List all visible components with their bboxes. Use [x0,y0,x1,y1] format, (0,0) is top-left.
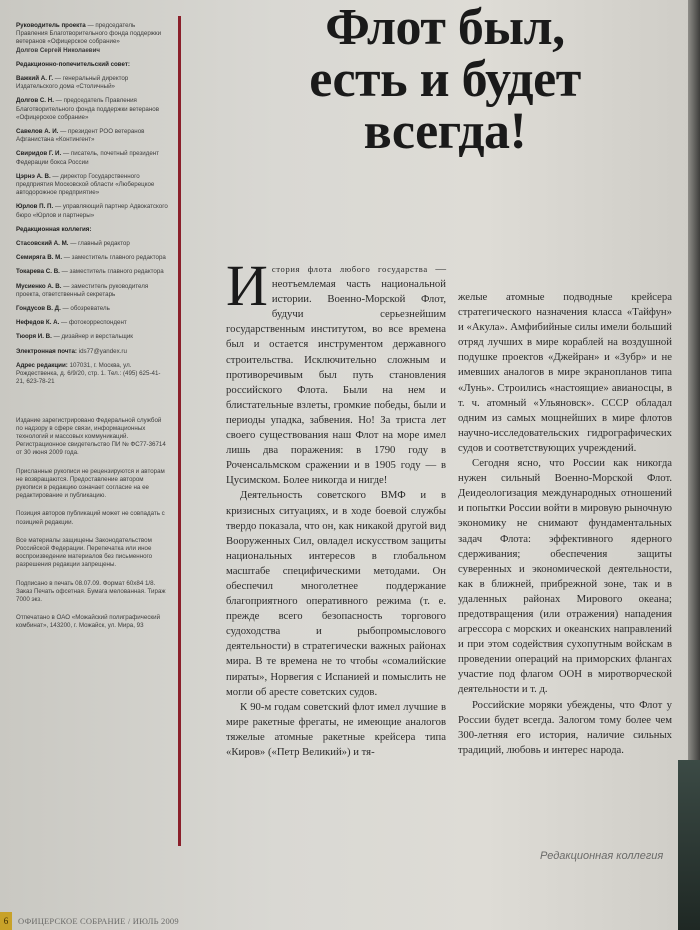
masthead-entry-head: Редакционная коллегия: [16,225,92,233]
masthead-entry-text: — фотокорреспондент [59,319,127,327]
drop-cap: И [226,253,268,318]
paragraph-5: Сегодня ясно, что России как никогда нужен сильный Военно-Морской Флот. Деидеологизация международных отношений и попытки России войти в мировую рыночную экономику не снимают фундаментальных задач Флота: эффективного ядерного сдерживания; обеспечения защиты суверенных и экономической деятельности, как в ближней, прибрежной зоне, так и в удаленных районах Мирового океана; предотвращения (или отражения) нападения агрессора с морских и океанских направлений и при этом содействия сухопутным войскам в проведении операций на приморских флангах участие под флагом ООН в миротворческой деятельности и т. д. [458,457,672,696]
masthead-entry-head: Электронная почта: [16,347,77,355]
masthead-entry-text: ids77@yandex.ru [76,347,127,355]
masthead-entry-text: — председатель Правления Благотворительного фонда поддержки ветеранов «Офицерское собрание» [16,97,160,121]
paragraph-3: К 90-м годам советский флот имел лучшие в мире ракетные фрегаты, не имеющие аналогов тяжелые атомные ракетные крейсера типа «Киров» («Петр Великий») и тя- [226,700,446,758]
masthead-entry-head: Мусиенко А. В. [16,282,62,290]
masthead-entry [16,226,168,234]
masthead-entry-head: Цэрнэ А. В. [16,172,51,180]
masthead-entry [16,128,168,144]
masthead-entry-text: — председатель Правления Благотворительного фонда поддержки ветеранов «Офицерское собрание» [16,22,162,46]
masthead-entry [16,305,168,313]
masthead-entry-head: Гондусов В. Д. [16,305,61,313]
legal-note: Издание зарегистрировано Федеральной службой по надзору в сфере связи, информационных технологий и массовых коммуникаций. Регистрационное свидетельство ПИ № ФС77-36714 от 30 июня 2009 года. [16,416,166,457]
spacer [16,393,168,417]
masthead-entry-text: — заместитель руководителя проекта, ответственный секретарь [16,282,149,298]
masthead-entry-text: — заместитель главного редактора [62,254,166,262]
masthead-entry [16,173,168,198]
article-column-2 [458,290,672,758]
masthead-entry [16,362,168,387]
masthead-entry-text: 107031, г. Москва, ул. Рождественка, д. 6/9/20, стр. 1. Тел.: (495) 625-41-21, 623-78-21 [16,361,161,386]
masthead-entry-head: Свиридов Г. И. [16,150,62,158]
masthead-entry [16,203,168,219]
masthead-entry [16,283,168,299]
legal-note: Присланные рукописи не рецензируются и авторам не возвращаются. Предоставление автором рукописи в редакцию означает согласие на ее редактирование и публикацию. [16,467,165,500]
masthead-entry-head: Савелов А. И. [16,128,59,136]
page-number: 6 [0,912,12,930]
masthead-entry-head: Юрлов П. П. [16,203,54,211]
masthead-entry-head: Адрес редакции: [16,361,68,369]
masthead-entry-text: — президент РОО ветеранов Афганистана «Контингент» [16,128,145,144]
masthead-entry [16,319,168,327]
masthead-entry-head: Тюоря И. В. [16,333,52,341]
legal-note: Подписано в печать 08.07.09. Формат 60х84 1/8. Заказ Печать офсетная. Бумага мелованная. Тираж 7000 экз. [16,579,166,603]
magazine-name: ОФИЦЕРСКОЕ СОБРАНИЕ / ИЮЛЬ 2009 [18,916,179,926]
paragraph-6: Российские моряки убеждены, что Флот у России будет всегда. Залогом тому более чем 300-летняя его история, наличие сильных традиций, любовь и интерес народа. [458,698,672,756]
masthead-entry [16,348,168,356]
masthead-entry [16,75,168,91]
masthead-entry [16,268,168,276]
masthead-entry-text: — главный редактор [68,240,130,248]
next-page-photo [678,760,700,930]
legal-note: Все материалы защищены Законодательством Российской Федерации. Перепечатка или иное воспроизведение материалов без письменного разрешения редакции запрещены. [16,536,153,569]
masthead-entry-head: Редакционно-попечительский совет: [16,60,130,68]
masthead-entry-text: — дизайнер и верстальщик [51,333,133,341]
masthead-entry [16,97,168,122]
masthead-entry-head: Важкий А. Г. [16,75,54,83]
article-title: Флот был, есть и будет всегда! [309,0,581,160]
masthead-entry [16,61,168,69]
masthead-entry-text: — заместитель главного редактора [59,268,164,276]
paragraph-2: Деятельность советского ВМФ и в кризисных ситуациях, и в ходе боевой службы твердо показала, что он, как никакой другой вид Вооруженных Сил, овладел искусством защиты национальных интересов в глобальном масштабе специфическими методами. Он обеспечил многолетнее поддержание благоприятного оперативного режима (т. е. прежде всего безопасность торгового судоходства и рыбопромыслового деятельности) в стратегически важных районах мира. В те времена не то чтобы «сомалийские пираты», Норвегия с Испанией и помыслить не могли об аресте советских судов. [226,489,446,698]
masthead-entry-head: Долгов С. Н. [16,97,54,105]
masthead-entry [16,150,168,166]
masthead-entry-text: — генеральный директор Издательского дома «Столичный» [16,75,129,91]
legal-note: Отпечатано в ОАО «Можайский полиграфический комбинат», 143200, г. Можайск, ул. Мира, 93 [16,614,161,630]
masthead-entry [16,254,168,262]
masthead-entry [16,240,168,248]
lead-caps: стория флота любого государства [271,264,428,274]
masthead-entry-name: Долгов Сергей Николаевич [16,46,100,54]
masthead-entry-head: Токарева С. В. [16,268,60,276]
divider-rule [178,16,181,846]
masthead-entry-text: — обозреватель [60,305,110,313]
masthead-entry-head: Семиряга В. М. [16,254,63,262]
paragraph-1 [226,253,447,488]
masthead-entry [16,333,168,341]
paragraph-4: желые атомные подводные крейсера стратегического назначения класса «Тайфун» и «Акула». Амфибийные силы имели больший отряд лучших в мире кораблей на воздушной подушке проектов «Джейран» и «Зубр» и не имевших аналогов в мире экранопланов типа «Лунь». Строились «настоящие» авианосцы, в т. ч. атомный «Ульяновск». СССР обладал одним из самых мощнейших в мире флотов научно-исследовательских гидрографических судов и соответствующих учреждений. [458,291,672,454]
signature: Редакционная коллегия [540,850,664,862]
masthead-entry-text: — управляющий партнер Адвокатского бюро «Юрлов и партнеры» [16,203,168,219]
masthead-entry-text: — писатель, почетный президент Федерации бокса России [16,150,160,166]
masthead-entry-head: Нефедов К. А. [16,319,60,327]
masthead-entry-head: Руководитель проекта [16,22,86,29]
masthead-entry-text: — директор Государственного предприятия Московской области «Люберецкое автодорожное предприятие» [16,172,155,197]
masthead-entry-head: Стасовский А. М. [16,240,69,248]
paragraph-1-text: — неотъемлемая часть национальной истории. Военно-Морской Флот, будучи серьезнейшим государственным институтом, во все времена был и остается инструментом державного строительства. Исключительно сложным и противоречивым был путь становления российского Флота. Были на нем и блистательные взлеты, громкие победы, были и периоды упадка, забвения. Но! За триста лет своего существования наш Флот на море имел лишь два поражения: в 1790 году в Роченсальмском сражении и в 1905 году — в Цусимском. Более никогда и нигде! [226,263,447,487]
masthead-entry [16,22,168,55]
legal-note: Позиция авторов публикаций может не совпадать с позицией редакции. [16,510,165,526]
article-column-1 [226,253,447,760]
masthead-column [16,22,168,641]
page-footer [0,912,200,930]
